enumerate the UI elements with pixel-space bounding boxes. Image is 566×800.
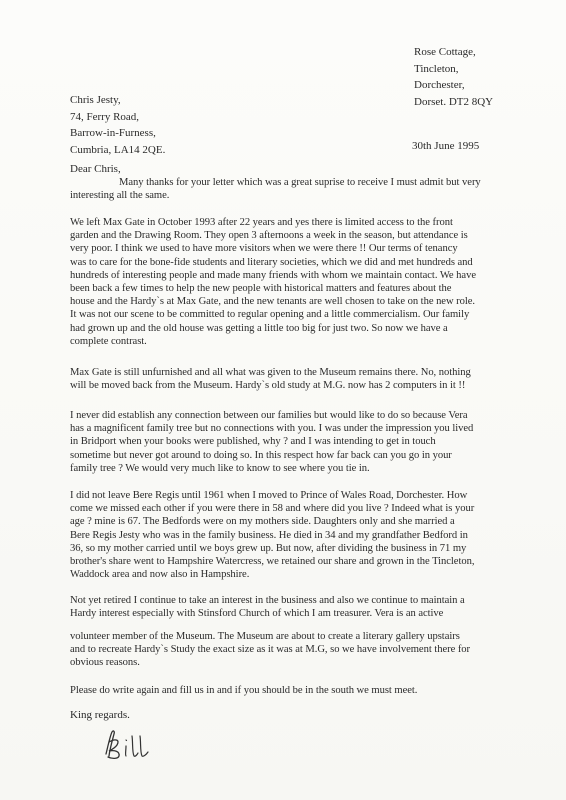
text-line: 36, so my mother carried until we boys grew up. But now, after dividing the business in 71 my [70,542,467,554]
text-line: has a magnificent family tree but no connections with you. I was under the impression you lived [70,423,474,435]
text-line: sometime but never got around to doing so. In this respect how far back can you go in your [70,449,452,461]
text-line: age ? mine is 67. The Bedfords were on my mothers side. Daughters only and she married a [70,516,455,528]
intro-paragraph [70,176,481,202]
text-line: I did not leave Bere Regis until 1961 when I moved to Prince of Wales Road, Dorchester. How [70,490,468,501]
sender-address [414,44,493,110]
text-line: complete contrast. [70,335,147,347]
paragraph-museum [70,366,471,392]
text-line: Waddock area and now also in Hampshire. [70,569,250,581]
paragraph-business [70,594,465,620]
letter-date: 30th June 1995 [412,140,480,152]
text-line: Bere Regis Jesty who was in the family business. He died in 34 and my grandfather Bedford in [70,529,468,541]
text-line: hundreds of interesting people and made many friends with whom we maintain contact. We have [70,269,476,281]
text-line: Hardy interest especially with Stinsford Church of which I am treasurer. Vera is an active [70,608,444,620]
text-line: come we missed each other if you were there in 58 and where did you live ? Indeed what is your [70,503,475,515]
text-line: Please do write again and fill us in and if you should be in the south we must meet. [70,685,418,696]
text-line: and to recreate Hardy`s Study the exact size as it was at M.G, so we have involvement there for [70,644,471,656]
text-line: will be moved back from the Museum. Hardy`s old study at M.G. now has 2 computers in it !! [70,380,466,392]
closing: King regards. [70,709,130,721]
text-line: interesting all the same. [70,190,170,202]
sender-address-line: Dorset. DT2 8QY [414,95,494,108]
text-line: Max Gate is still unfurnished and all what was given to the Museum remains there. No, nothing [70,367,471,378]
text-line: family tree ? We would very much like to know to see where you tie in. [70,462,370,474]
recipient-address-line: 74, Ferry Road, [70,110,140,123]
text-line: It was not our scene to be committed to regular opening and a little commercialism. Our family [70,309,470,321]
paragraph-write-again [70,684,417,697]
text-line: was to care for the bone-fide students and literary societies, which we did and met hundreds and [70,256,473,268]
text-line: house and the Hardy`s at Max Gate, and the new tenants are well chosen to take on the new role. [70,296,476,308]
handwritten-signature [100,728,160,762]
salutation: Dear Chris, [70,163,121,175]
recipient-address-line: Cumbria, LA14 2QE. [70,143,166,156]
sender-address-line: Tincleton, [414,62,459,75]
recipient-address-line: Chris Jesty, [70,94,121,106]
sender-address-line: Dorchester, [414,79,465,91]
sender-address-line: Rose Cottage, [414,46,476,58]
paragraph-bere-regis [70,489,474,581]
text-line: garden and the Drawing Room. They open 3 afternoons a week in the season, but attendance is [70,230,468,242]
text-line: in Bridport when your books were published, why ? and I was intending to get in touch [70,436,436,448]
recipient-address [70,92,165,158]
text-line: brother's share went to Hampshire Watercress, we retained our share and grown in the Tincleton, [70,556,475,568]
paragraph-family-tree [70,409,473,475]
text-line: had grown up and the old house was getting a little too big for just two. So now we have a [70,322,448,334]
text-line: I never did establish any connection between our families but would like to do so because Vera [70,410,468,421]
text-line: Not yet retired I continue to take an interest in the business and also we continue to maintain a [70,595,465,606]
text-line: We left Max Gate in October 1993 after 22 years and yes there is limited access to the front [70,217,453,228]
text-line: Many thanks for your letter which was a great suprise to receive I must admit but very [119,177,481,188]
text-line: obvious reasons. [70,657,140,669]
text-line: very poor. I think we used to have more visitors when we were there !! Our terms of tenancy [70,243,458,255]
paragraph-museum-volunteer [70,630,470,670]
text-line: volunteer member of the Museum. The Museum are about to create a literary gallery upstairs [70,631,460,642]
recipient-address-line: Barrow-in-Furness, [70,127,156,139]
paragraph-max-gate [70,216,476,348]
text-line: been back a few times to help the new people with historical matters and features about the [70,283,452,295]
